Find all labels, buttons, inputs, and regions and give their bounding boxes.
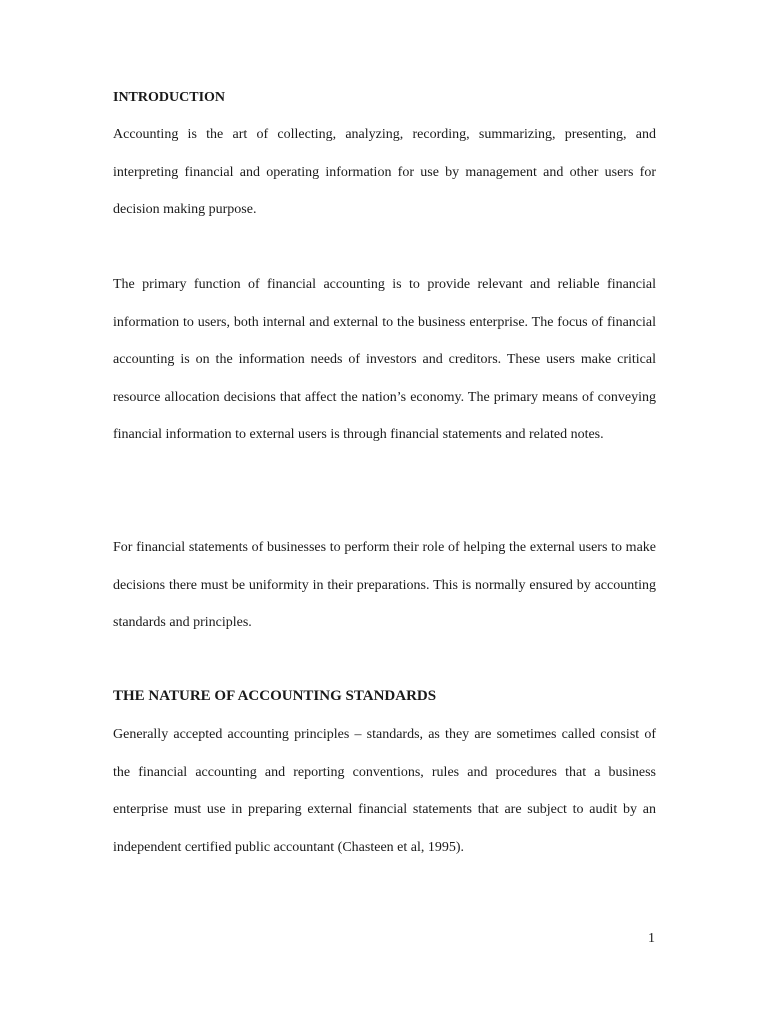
- section-heading-introduction: INTRODUCTION: [113, 90, 226, 105]
- paragraph-gaap-definition: Generally accepted accounting principles – standards, as they are sometimes called consist of the financial accounting and reporting conventions, rules and procedures that a business enterprise must use in preparing external financial statements that are subject to audit by an independent certified public accountant (Chasteen et al, 1995).: [113, 727, 656, 855]
- page-number: 1: [648, 931, 655, 946]
- paragraph-uniformity: For financial statements of businesses to perform their role of helping the external users to make decisions there must be uniformity in their preparations. This is normally ensured by accounting standards and principles.: [113, 540, 656, 630]
- paragraph-primary-function: The primary function of financial accounting is to provide relevant and reliable financial information to users, both internal and external to the business enterprise. The focus of financial accounting is on the information needs of investors and creditors. These users make critical resource allocation decisions that affect the nation’s economy. The primary means of conveying financial information to external users is through financial statements and related notes.: [113, 277, 656, 442]
- section-heading-nature-of-standards: THE NATURE OF ACCOUNTING STANDARDS: [113, 688, 437, 704]
- paragraph-accounting-definition: Accounting is the art of collecting, analyzing, recording, summarizing, presenting, and interpreting financial and operating information for use by management and other users for decision making purpose.: [113, 127, 656, 217]
